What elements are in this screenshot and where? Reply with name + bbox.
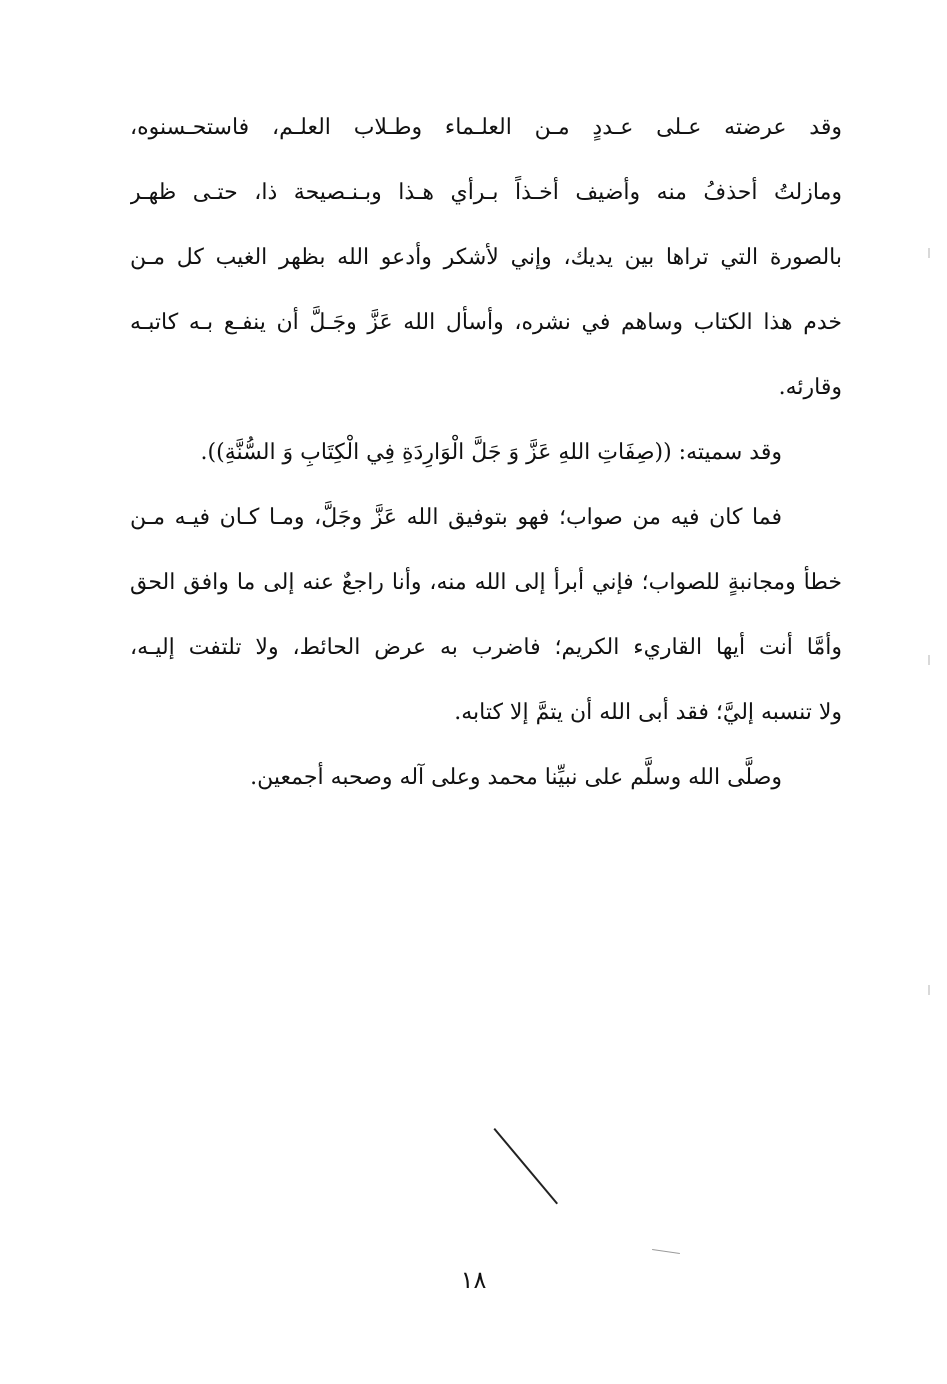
paragraph-line: ومازلتُ أحذفُ منه وأضيف أخـذاً بـرأي هـذا وبـنـصيحة ذا، حتـى ظهـر bbox=[130, 180, 842, 205]
paragraph-line: وقد عرضته عـلى عـددٍ مـن العلـماء وطـلاب العلـم، فاستحـسنوه، bbox=[130, 115, 842, 140]
paragraph-line: خدم هذا الكتاب وساهم في نشره، وأسأل الله عَزَّ وجَـلَّ أن ينفـع بـه كاتبـه bbox=[130, 310, 842, 335]
paragraph-line: بالصورة التي تراها بين يديك، وإني لأشكر وأدعو الله بظهر الغيب كل مـن bbox=[130, 245, 842, 270]
closing-prayer: وصلَّى الله وسلَّم على نبيِّنا محمد وعلى آله وصحبه أجمعين. bbox=[250, 765, 782, 790]
paragraph-line: وأمَّا أنت أيها القاريء الكريم؛ فاضرب به عرض الحائط، ولا تلتفت إليـه، bbox=[130, 635, 842, 660]
scan-edge-mark bbox=[928, 985, 930, 995]
body-text bbox=[130, 98, 842, 813]
scan-edge-mark bbox=[928, 248, 930, 258]
paragraph-line: فما كان فيه من صواب؛ فهو بتوفيق الله عَزَّ وجَلَّ، ومـا كـان فيـه مـن bbox=[130, 505, 782, 530]
paragraph-line: وقارئه. bbox=[778, 375, 842, 400]
title-sentence-prefix: وقد سميته: bbox=[671, 440, 782, 465]
scan-edge-mark bbox=[928, 655, 930, 665]
title-sentence bbox=[130, 423, 842, 488]
page-number: ١٨ bbox=[460, 1266, 487, 1294]
paragraph-line: خطأ ومجانبةٍ للصواب؛ فإني أبرأ إلى الله منه، وأنا راجعٌ عنه إلى ما وافق الحق bbox=[130, 570, 842, 595]
end-of-text-stroke bbox=[493, 1128, 558, 1204]
scan-artifact-mark bbox=[652, 1249, 680, 1254]
book-title: ((صِفَاتِ اللهِ عَزَّ وَ جَلَّ الْوَارِدَةِ فِي الْكِتَابِ وَ السُّنَّةِ)). bbox=[200, 440, 672, 465]
paragraph-line: ولا تنسبه إليَّ؛ فقد أبى الله أن يتمَّ إلا كتابه. bbox=[454, 700, 842, 725]
